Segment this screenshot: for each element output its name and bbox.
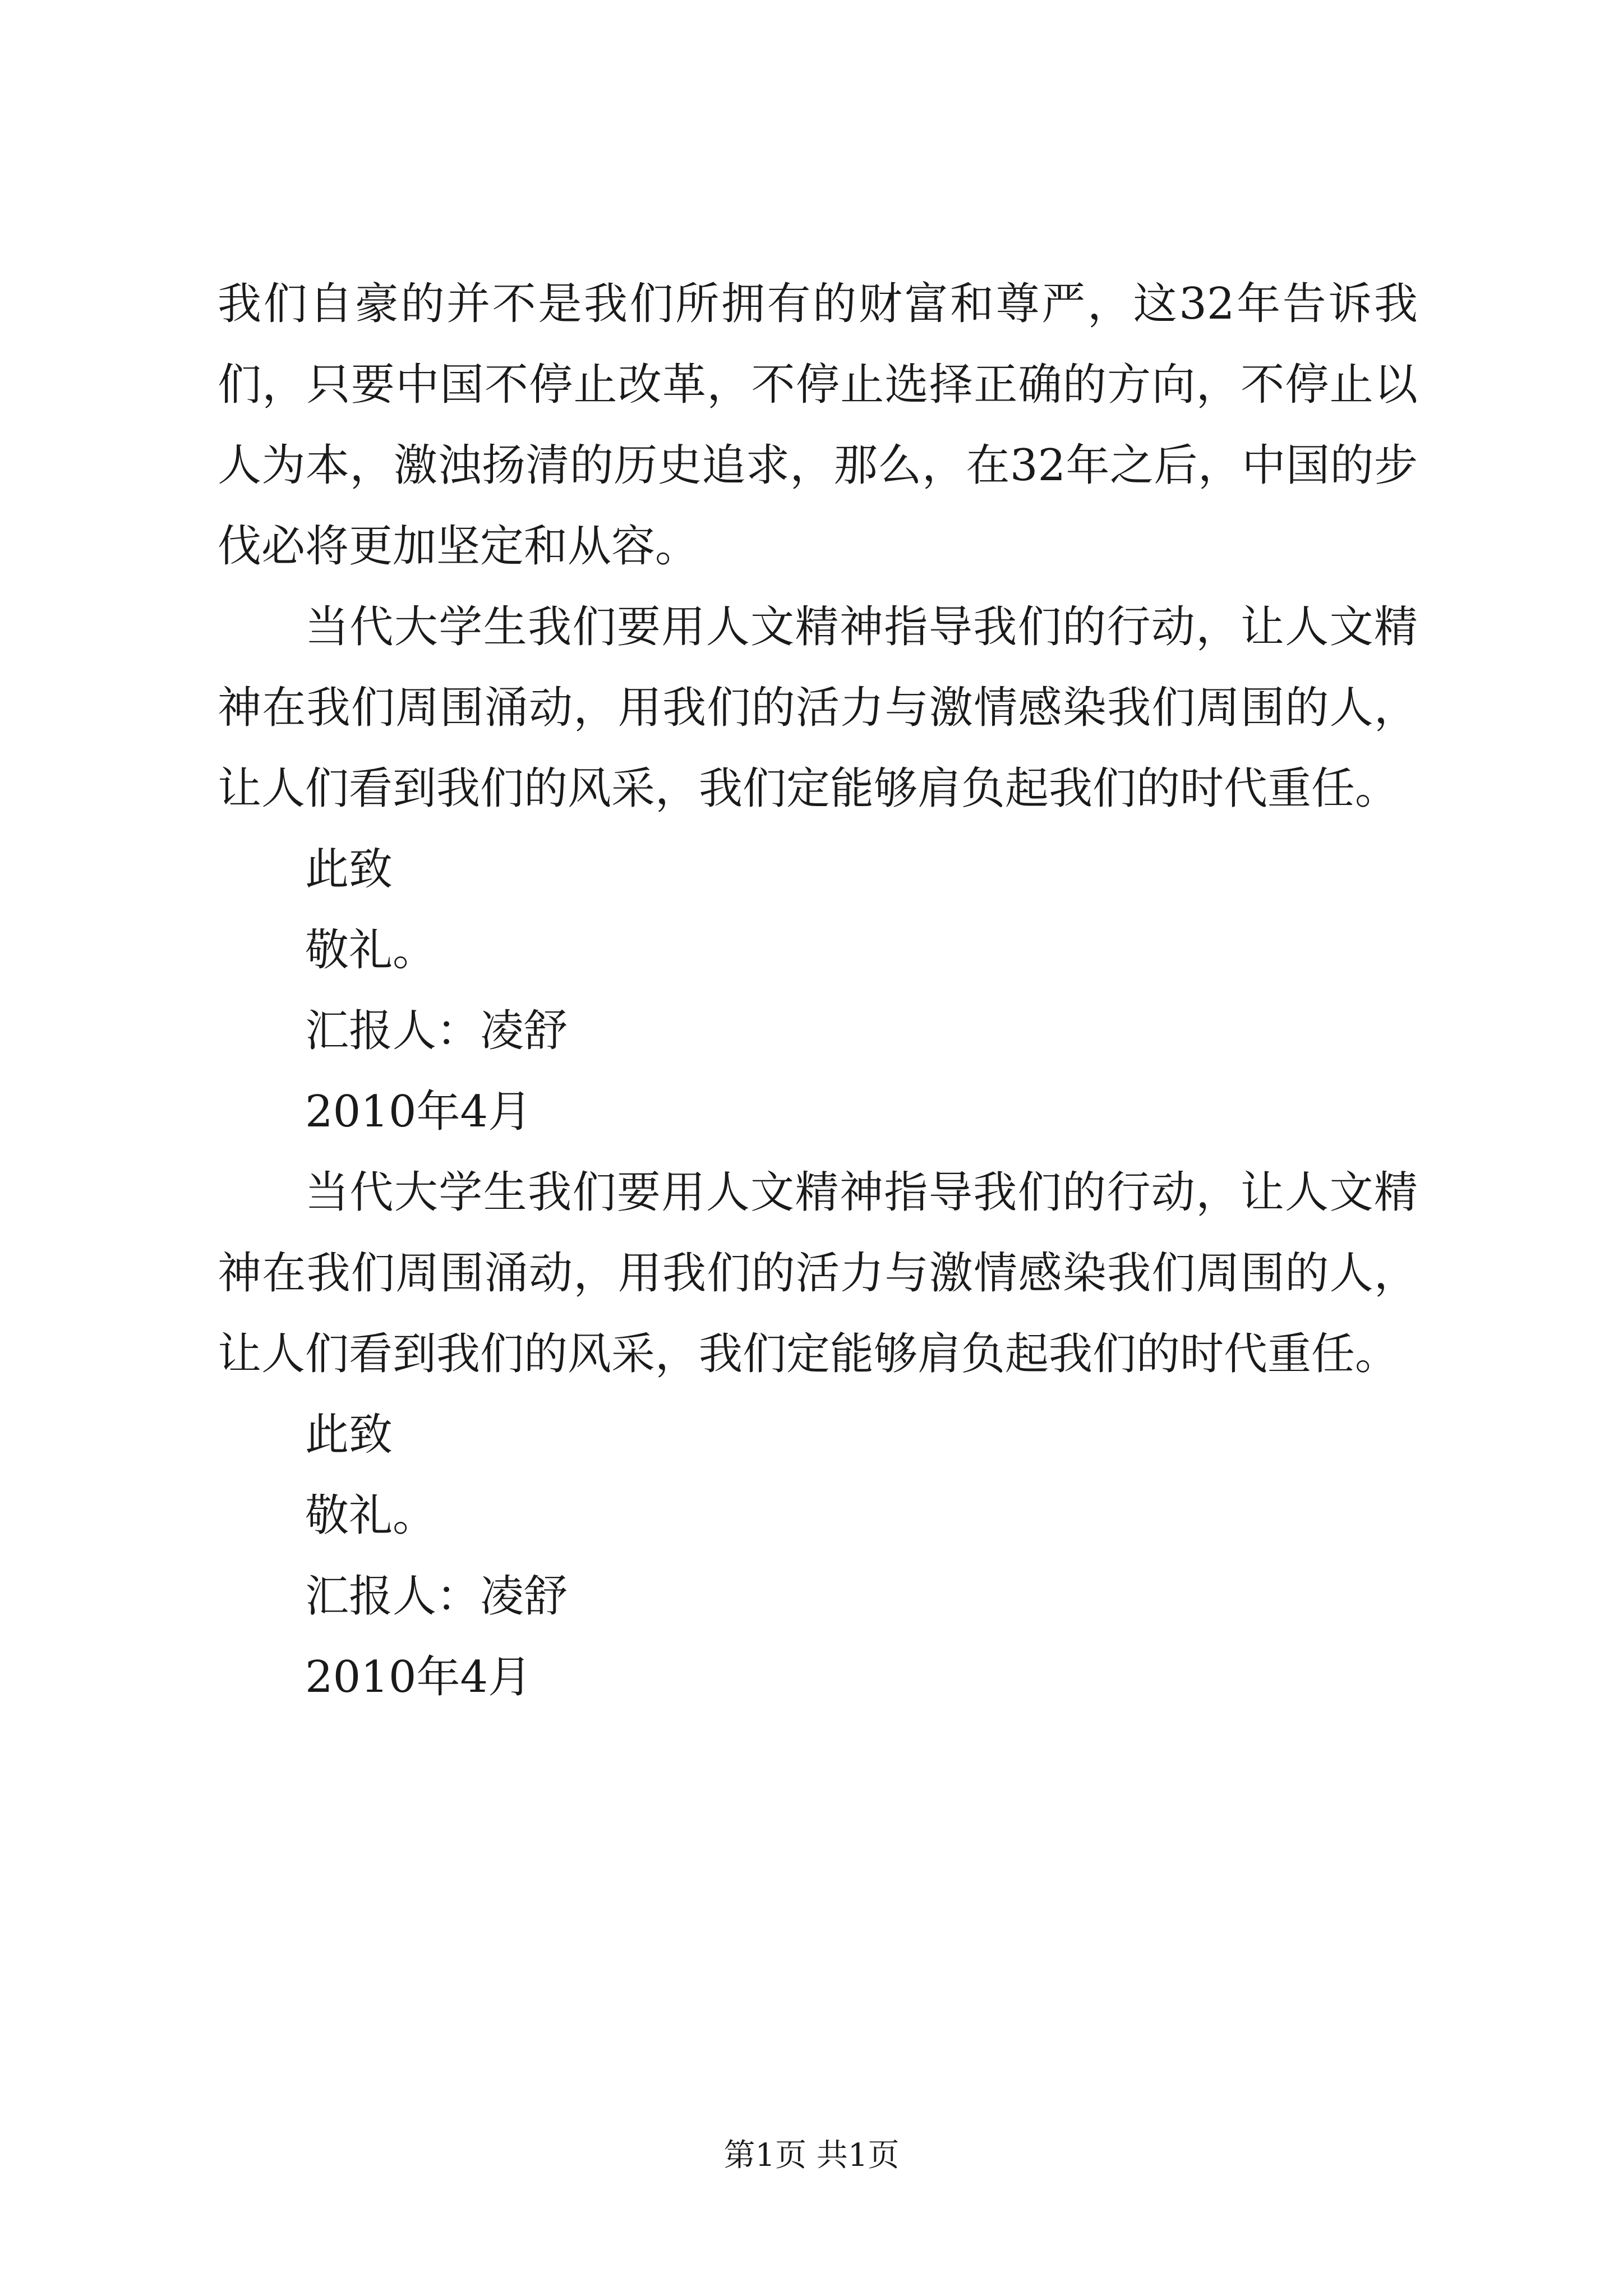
date-line: 2010年4月 bbox=[305, 1087, 532, 1137]
page-number: 第1页 共1页 bbox=[723, 2137, 900, 2174]
signature-line: 汇报人：凌舒 bbox=[305, 1006, 568, 1056]
salutation-line: 敬礼。 bbox=[305, 925, 437, 976]
closing-line-repeat: 此致 bbox=[305, 1410, 393, 1460]
paragraph-pride: 我们自豪的并不是我们所拥有的财富和尊严，这32年告诉我们，只要中国不停止改革，不停止选择正确的方向，不停止以人为本，激浊扬清的历史追求，那么，在32年之后，中国的步伐必将更加坚定和从容。 bbox=[218, 279, 1418, 572]
signature-line-repeat: 汇报人：凌舒 bbox=[305, 1571, 568, 1622]
date-line-repeat: 2010年4月 bbox=[305, 1652, 532, 1703]
paragraph-humanistic-spirit-repeat: 当代大学生我们要用人文精神指导我们的行动，让人文精神在我们周围涌动，用我们的活力与激情感染我们周围的人，让人们看到我们的风采，我们定能够肩负起我们的时代重任。 bbox=[218, 1167, 1418, 1379]
closing-line: 此致 bbox=[305, 844, 393, 895]
page-footer bbox=[0, 2136, 1623, 2175]
document-body bbox=[218, 264, 1418, 1718]
salutation-line-repeat: 敬礼。 bbox=[305, 1490, 437, 1541]
paragraph-humanistic-spirit: 当代大学生我们要用人文精神指导我们的行动，让人文精神在我们周围涌动，用我们的活力与激情感染我们周围的人，让人们看到我们的风采，我们定能够肩负起我们的时代重任。 bbox=[218, 602, 1418, 814]
